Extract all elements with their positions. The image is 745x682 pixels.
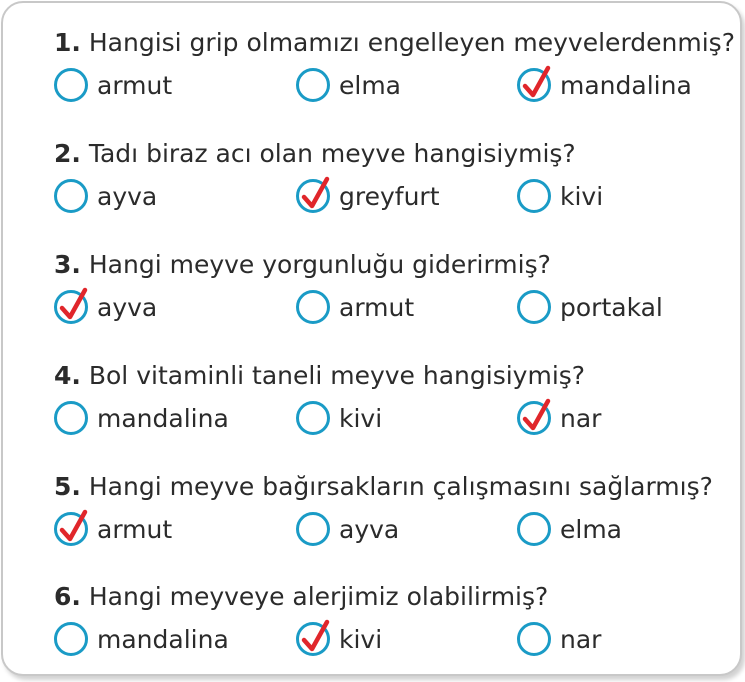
answer-label: ayva [97,181,158,211]
checkmark-icon [522,398,552,434]
radio-circle-icon[interactable] [296,179,330,213]
question-label: Bol vitaminli taneli meyve hangisiymiş? [88,361,586,390]
answer-option[interactable] [54,620,229,658]
answer-label: nar [560,624,602,654]
answer-option[interactable] [54,399,229,437]
question-6 [54,580,602,654]
answer-label: kivi [339,624,383,654]
question-1 [54,26,735,100]
answer-label: armut [339,292,415,322]
radio-circle-icon[interactable] [517,512,551,546]
answer-label: portakal [560,292,663,322]
radio-circle-icon[interactable] [517,622,551,656]
question-text [54,470,713,504]
question-label: Hangi meyve bağırsakların çalışmasını sağlarmış? [88,472,713,501]
radio-circle-icon[interactable] [54,179,88,213]
question-2 [54,137,604,211]
radio-circle-icon[interactable] [296,401,330,435]
question-3 [54,248,663,322]
question-text [54,580,548,614]
answer-option[interactable] [54,510,172,548]
answer-option[interactable] [296,66,401,104]
radio-circle-icon[interactable] [517,401,551,435]
radio-circle-icon[interactable] [296,68,330,102]
radio-circle-icon[interactable] [54,622,88,656]
answer-option[interactable] [296,510,399,548]
radio-circle-icon[interactable] [54,68,88,102]
question-number: 5. [54,472,81,501]
radio-circle-icon[interactable] [296,622,330,656]
answer-option[interactable] [517,620,601,658]
answer-label: elma [560,514,622,544]
checkmark-icon [301,619,331,655]
question-text [54,359,585,393]
answer-option[interactable] [517,399,601,437]
answer-label: kivi [560,181,604,211]
question-text [54,248,551,282]
question-label: Hangi meyveye alerjimiz olabilirmiş? [88,582,549,611]
question-text [54,137,576,171]
answer-option[interactable] [296,620,382,658]
question-label: Hangi meyve yorgunluğu giderirmiş? [88,250,551,279]
answer-option[interactable] [296,288,414,326]
checkmark-icon [301,176,331,212]
answer-option[interactable] [517,510,622,548]
question-4 [54,359,602,433]
answer-option[interactable] [296,399,382,437]
answer-option[interactable] [54,66,172,104]
question-number: 4. [54,361,81,390]
answer-option[interactable] [54,288,157,326]
answer-label: armut [97,70,173,100]
radio-circle-icon[interactable] [517,68,551,102]
question-number: 1. [54,28,81,57]
question-number: 6. [54,582,81,611]
answer-label: greyfurt [339,181,440,211]
question-5 [54,470,713,544]
answer-label: mandalina [560,70,692,100]
answer-label: elma [339,70,401,100]
answer-option[interactable] [517,177,603,215]
question-number: 3. [54,250,81,279]
checkmark-icon [59,509,89,545]
answer-label: kivi [339,403,383,433]
answer-label: ayva [339,514,400,544]
radio-circle-icon[interactable] [517,290,551,324]
question-label: Tadı biraz acı olan meyve hangisiymiş? [88,139,576,168]
radio-circle-icon[interactable] [54,290,88,324]
answer-option[interactable] [296,177,440,215]
answer-label: armut [97,514,173,544]
checkmark-icon [59,287,89,323]
answer-label: mandalina [97,403,229,433]
answer-option[interactable] [517,66,692,104]
radio-circle-icon[interactable] [296,512,330,546]
answer-label: nar [560,403,602,433]
question-number: 2. [54,139,81,168]
radio-circle-icon[interactable] [54,401,88,435]
answer-option[interactable] [54,177,157,215]
answer-label: mandalina [97,624,229,654]
answer-label: ayva [97,292,158,322]
question-label: Hangisi grip olmamızı engelleyen meyvelerdenmiş? [88,28,735,57]
question-text [54,26,735,60]
radio-circle-icon[interactable] [296,290,330,324]
answer-option[interactable] [517,288,663,326]
checkmark-icon [522,65,552,101]
radio-circle-icon[interactable] [54,512,88,546]
radio-circle-icon[interactable] [517,179,551,213]
